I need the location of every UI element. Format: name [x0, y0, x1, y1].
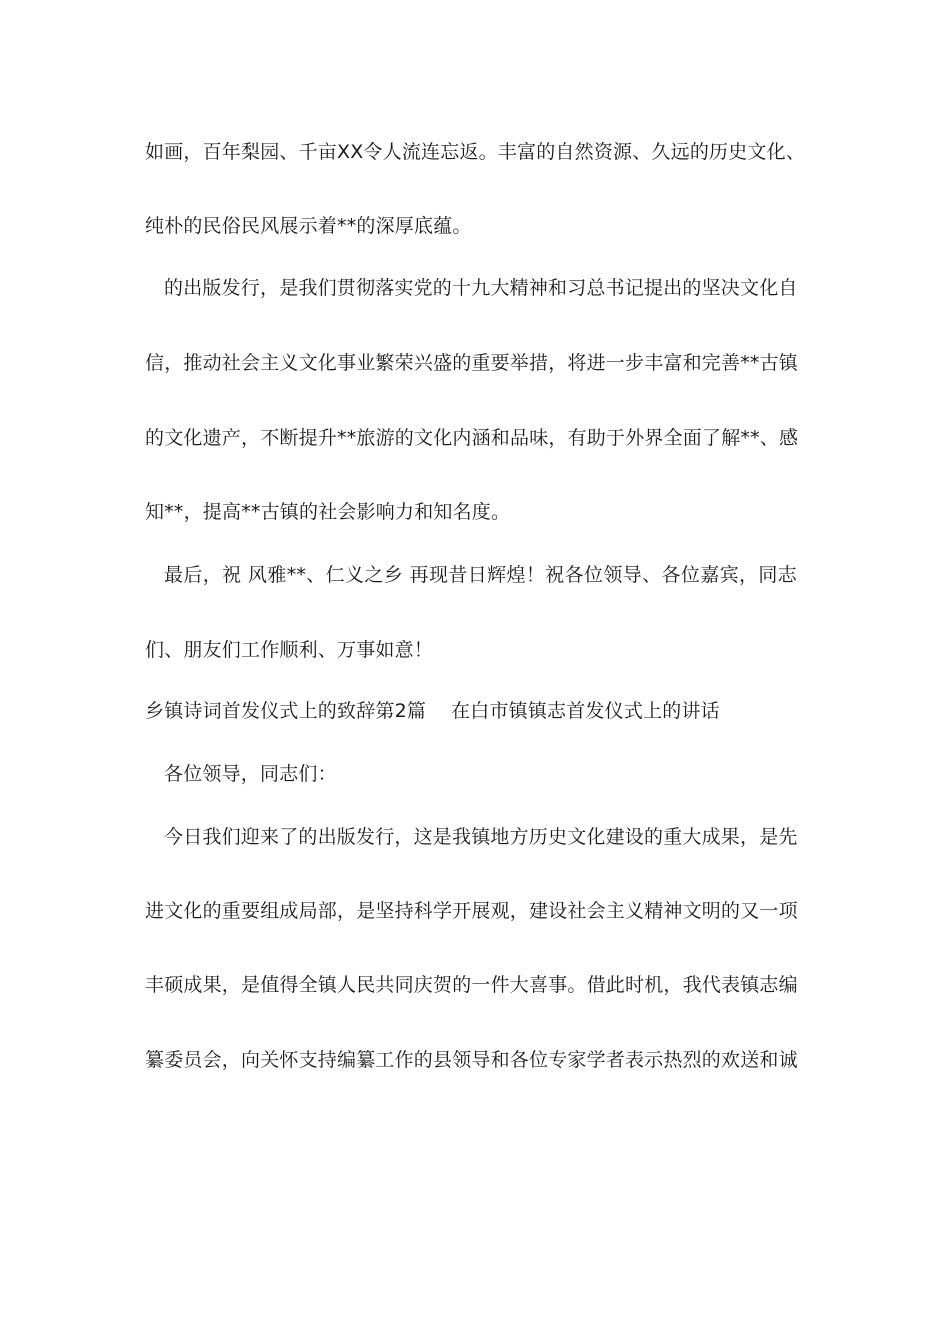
salutation: 各位领导，同志们：: [164, 763, 337, 785]
paragraph-line: 知**，提高**古镇的社会影响力和知名度。: [145, 501, 511, 523]
paragraph-line: 进文化的重要组成局部，是坚持科学开展观，建设社会主义精神文明的又一项: [145, 900, 798, 922]
paragraph-line: 信，推动社会主义文化事业繁荣兴盛的重要举措，将进一步丰富和完善**古镇: [145, 352, 799, 374]
paragraph-line: 今日我们迎来了的出版发行，这是我镇地方历史文化建设的重大成果，是先: [164, 826, 798, 848]
paragraph-line: 纂委员会，向关怀支持编纂工作的县领导和各位专家学者表示热烈的欢送和诚: [145, 1049, 798, 1071]
paragraph-line: 丰硕成果，是值得全镇人民共同庆贺的一件大喜事。借此时机，我代表镇志编: [145, 974, 798, 996]
paragraph-line: 最后，祝 风雅**、仁义之乡 再现昔日辉煌！祝各位领导、各位嘉宾，同志: [164, 564, 797, 586]
paragraph-line: 的文化遗产，不断提升**旅游的文化内涵和品味，有助于外界全面了解**、感: [145, 427, 799, 449]
paragraph-line: 们、朋友们工作顺利、万事如意！: [145, 639, 434, 661]
paragraph-line: 如画，百年梨园、千亩XX令人流连忘返。丰富的自然资源、久远的历史文化、: [145, 141, 806, 163]
paragraph-line: 的出版发行，是我们贯彻落实党的十九大精神和习总书记提出的坚决文化自: [164, 277, 798, 299]
section-heading: 乡镇诗词首发仪式上的致辞第2篇 在白市镇镇志首发仪式上的讲话: [145, 700, 720, 722]
paragraph-line: 纯朴的民俗民风展示着**的深厚底蕴。: [145, 215, 472, 237]
